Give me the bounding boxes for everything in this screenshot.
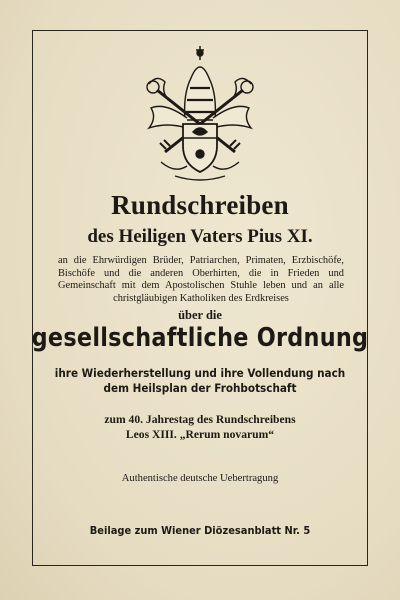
about-line: über die bbox=[178, 308, 222, 322]
translation-note: Authentische deutsche Uebertragung bbox=[121, 473, 279, 484]
anniversary-line-2: Leos XIII. „Rerum novarum“ bbox=[125, 428, 275, 441]
addressees-paragraph: an die Ehrwürdigen Brüder, Patriarchen, Primaten, Erzbischöfe, Bischöfe und die anderen Oberhirten, die in Frieden und Gemeinschaft mit dem Apostolischen Stuhle leben und an alle christgläubigen Katholiken des Erdkreises bbox=[58, 255, 344, 304]
subtitle-line-2: dem Heilsplan der Frohbotschaft bbox=[103, 381, 297, 395]
subject-heading: gesellschaftliche Ordnung bbox=[31, 323, 369, 353]
document-title: Rundschreiben bbox=[111, 190, 289, 220]
anniversary-line-1: zum 40. Jahrestag des Rundschreibens bbox=[104, 413, 296, 426]
papal-coat-of-arms-icon bbox=[135, 42, 265, 182]
subtitle-line-1: ihre Wiederherstellung und ihre Vollendung nach bbox=[54, 366, 346, 380]
supplement-note: Beilage zum Wiener Diözesanblatt Nr. 5 bbox=[89, 525, 311, 537]
issuer-line: des Heiligen Vaters Pius XI. bbox=[87, 226, 313, 247]
